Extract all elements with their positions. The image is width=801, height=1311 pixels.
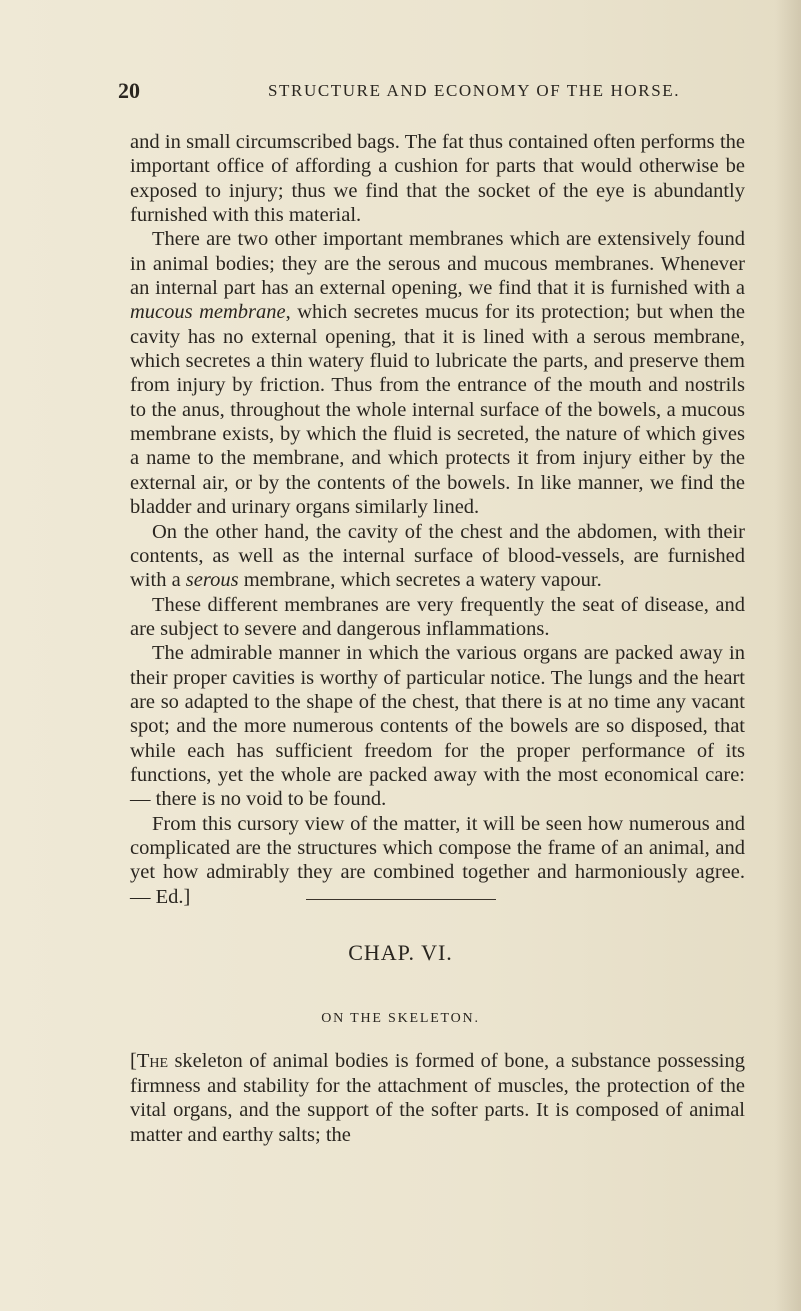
page-number: 20 [118,78,140,103]
section-divider [306,899,496,900]
chapter-subtitle: ON THE SKELETON. [321,1011,480,1026]
opening-bracket: [ [130,1050,137,1072]
chapter-title: CHAP. VI. [348,940,453,965]
chapter-paragraph-text: skeleton of animal bodies is formed of bone, a substance possessing firmness and stability for the attachment of muscles, the protection of the vital organs, and the support of the softer parts. It is composed of animal matter and earthy salts; the [130,1050,745,1146]
paragraph-text-after: , which secretes mucus for its protection; but when the cavity has no external opening, that it is lined with a serous membrane, which secretes a thin watery fluid to lubricate the parts, and preserve them from injury by friction. Thus from the entrance of the mouth and nostrils to the anus, throughout the whole internal surface of the bowels, a mucous membrane exists, by which the fluid is secreted, the nature of which gives a name to the membrane, and which protects it from injury either by the external air, or by the contents of the bowels. In like manner, we find the bladder and urinary organs similarly lined. [130,301,746,519]
paragraph-text-after: membrane, which secretes a watery vapour. [238,569,602,592]
paragraph-membranes [130,227,745,519]
chapter-opening-text [130,1049,745,1147]
paragraph-organs-packed [130,641,745,811]
page-edge-shadow [775,0,801,1311]
paragraph-fat-cushion [130,130,745,227]
paragraph-conclusion [130,812,745,909]
paragraph-serous [130,520,745,593]
paragraph-disease [130,593,745,642]
paragraph-text: From this cursory view of the matter, it will be seen how numerous and complicated are the structures which compose the frame of an animal, and yet how admirably they are combined together and harmoniously agree. — Ed.] [130,812,745,908]
paragraph-text: These different membranes are very frequently the seat of disease, and are subject to severe and dangerous inflammations. [130,593,745,640]
chapter-paragraph [130,1049,745,1147]
body-text [130,130,745,909]
running-head [118,78,738,108]
running-head-title: STRUCTURE AND ECONOMY OF THE HORSE. [268,81,681,100]
paragraph-text-before: There are two other important membranes which are extensively found in animal bodies; they are the serous and mucous membranes. Whenever an internal part has an external opening, we find that it is furnished with a [130,228,745,300]
paragraph-text: and in small circumscribed bags. The fat thus contained often performs the important office of affording a cushion for parts that would otherwise be exposed to injury; thus we find that the socket of the eye is abundantly furnished with this material. [130,131,745,227]
italic-term-mucous-membrane: mucous membrane [130,301,286,324]
paragraph-text: The admirable manner in which the various organs are packed away in their proper cavities is worthy of particular notice. The lungs and the heart are so adapted to the shape of the chest, that there is at no time any vacant spot; and the more numerous contents of the bowels are so disposed, that while each has sufficient freedom for the proper performance of its functions, yet the whole are packed away with the most economical care: — there is no void to be found. [130,642,745,811]
italic-term-serous: serous [185,569,239,592]
paragraph-text-before: On the other hand, the cavity of the chest and the abdomen, with their contents, as well as the internal surface of blood-vessels, are furnished with a [130,520,745,592]
opening-word: The [136,1050,169,1072]
